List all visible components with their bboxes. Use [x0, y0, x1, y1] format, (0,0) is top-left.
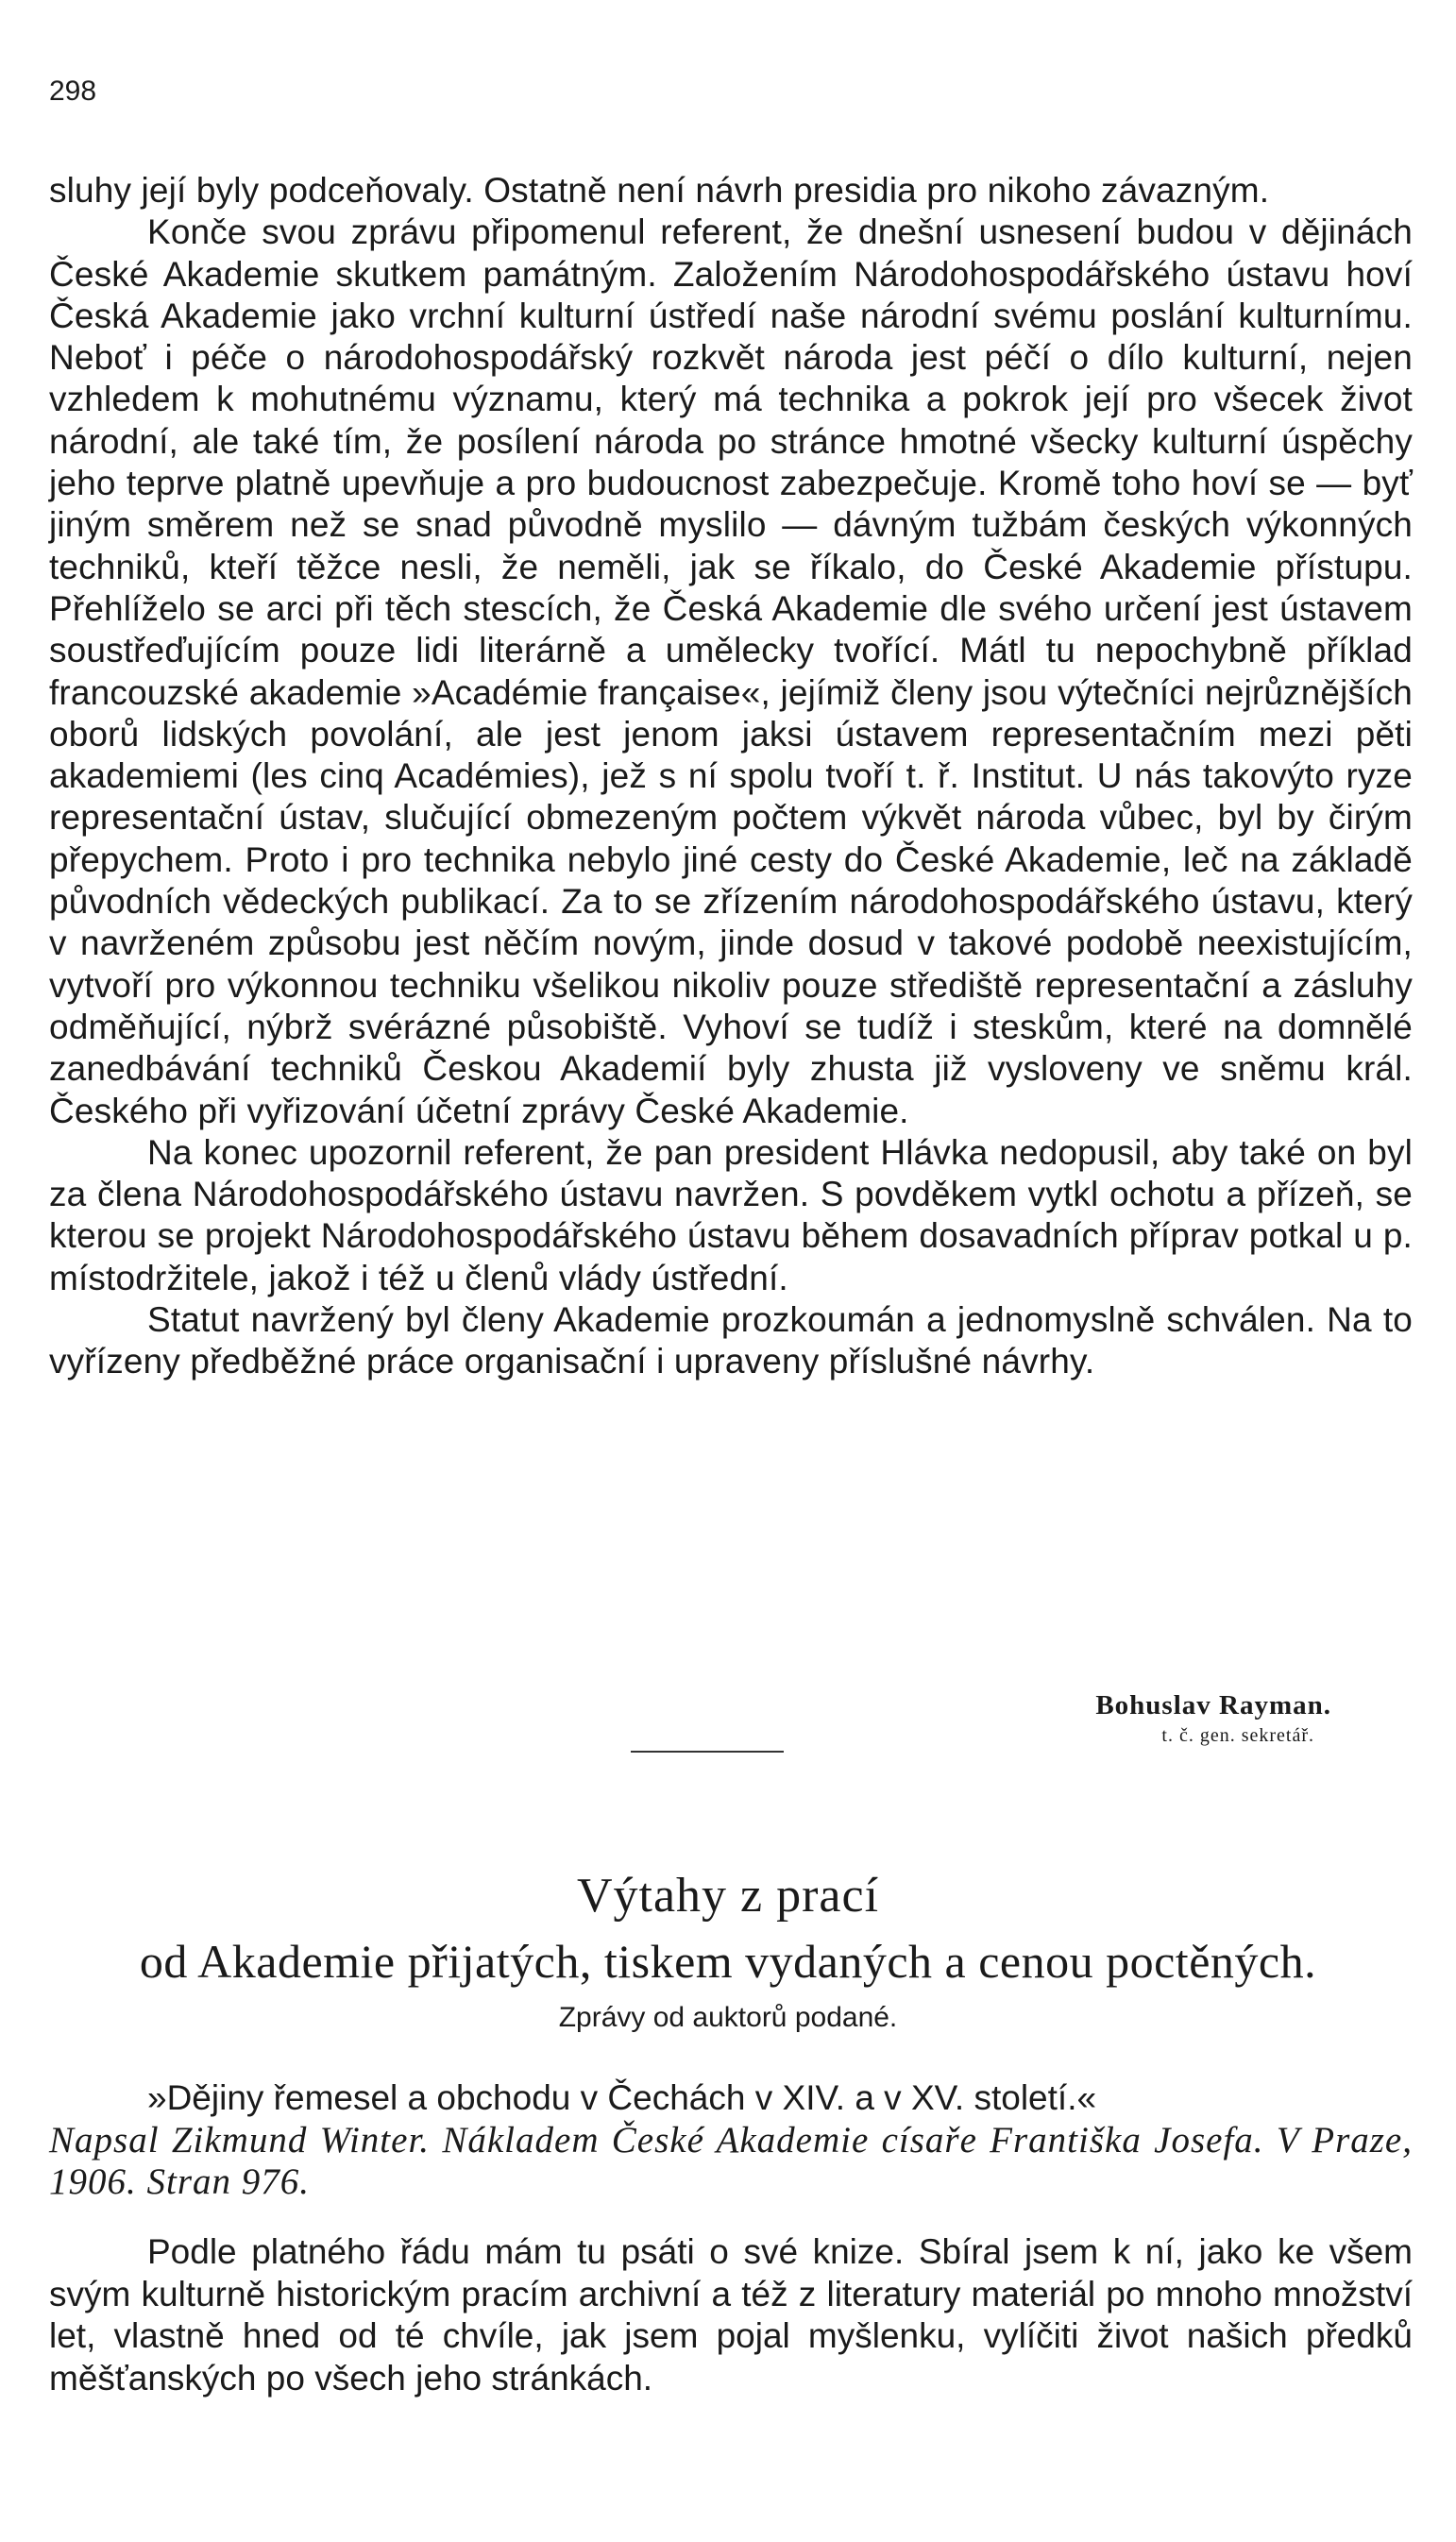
section-title-line2: od Akademie přijatých, tiskem vydaných a cenou poctěných.: [139, 1935, 1317, 1988]
signature-block: [1095, 1690, 1331, 1747]
section-divider: [631, 1751, 784, 1753]
signature-name: Bohuslav Rayman.: [1095, 1690, 1331, 1720]
page-number: 298: [49, 76, 97, 107]
section-subtitle: Zprávy od auktorů podané.: [558, 2002, 898, 2033]
paragraph-president: Na konec upozornil referent, že pan president Hlávka nedopusil, aby také on byl za člena Národohospodářského ústavu navržen. S povděkem vytkl ochotu a přízeň, se kterou se projekt Národohospodářského ústavu během dosavadních příprav potkal u p. místodržitele, jakož i též u členů vlády ústřední.: [49, 1132, 1413, 1297]
book-title: »Dějiny řemesel a obchodu v Čechách v XIV. a v XV. století.«: [147, 2078, 1097, 2117]
paragraph-statute: Statut navržený byl členy Akademie prozkoumán a jednomyslně schválen. Na to vyřízeny předběžné práce organisační i upraveny příslušné návrhy.: [49, 1300, 1413, 1381]
section-title-line1: Výtahy z prací: [576, 1869, 880, 1923]
paragraph-continuation: sluhy její byly podceňovaly. Ostatně není návrh presidia pro nikoho závazným.: [49, 171, 1270, 210]
review-header: [49, 2077, 1413, 2204]
paragraph-conclusion: Konče svou zprávu připomenul referent, že dnešní usnesení budou v dějinách České Akademie skutkem památným. Založením Národohospodářského ústavu hoví Česká Akademie jako vrchní kulturní ústředí naše národní svému poslání kulturnímu. Neboť i péče o národohospodářský rozkvět národa jest péčí o dílo kulturní, nejen vzhledem k mohutnému významu, který má technika a pokrok její pro všecek život národní, ale také tím, že posílení národa po stránce hmotné všecky kulturní úspěchy jeho teprve platně upevňuje a pro budoucnost zabezpečuje. Kromě toho hoví se — byť jiným směrem než se snad původně myslilo — dávným tužbám českých výkonných techniků, kteří těžce nesli, že neměli, jak se říkalo, do České Akademie přístupu. Přehlíželo se arci při těch stescích, že Česká Akademie dle svého určení jest ústavem soustřeďujícím pouze lidi literárně a umělecky tvořící. Mátl tu nepochybně příklad francouzské akademie »Académie française«, jejímiž členy jsou výtečníci nejrůznějších oborů lidských povolání, ale jest jenom jaksi ústavem representačním mezi pěti akademiemi (les cinq Académies), jež s ní spolu tvoří t. ř. Institut. U nás takovýto ryze representační ústav, slučující obmezeným počtem výkvět národa vůbec, byl by čirým přepychem. Proto i pro technika nebylo jiné cesty do České Akademie, leč na základě původních vědeckých publikací. Za to se zřízením národohospodářského ústavu, který v navrženém způsobu jest něčím novým, jinde dosud v takové podobě neexistujícím, vytvoří pro výkonnou techniku všelikou nikoliv pouze střediště representační a zásluhy odměňující, nýbrž svérázné působiště. Vyhoví se tudíž i steskům, které na domnělé zanedbávání techniků Českou Akademií byly zhusta již vysloveny ve sněmu král. Českého při vyřizování účetní zprávy České Akademie.: [49, 212, 1413, 1130]
report-text: [49, 170, 1413, 1383]
book-meta: Napsal Zikmund Winter. Nákladem České Akademie císaře Františka Josefa. V Praze, 1906. Stran 976.: [49, 2119, 1413, 2202]
signature-role: t. č. gen. sekretář.: [1161, 1725, 1314, 1746]
review-paragraph: Podle platného řádu mám tu psáti o své knize. Sbíral jsem k ní, jako ke všem svým kulturně historickým pracím archivní a též z literatury materiál po mnoho množství let, vlastně hned od té chvíle, jak jsem pojal myšlenku, vylíčiti život našich předků měšťanských po všech jeho stránkách.: [49, 2232, 1413, 2398]
review-text: [49, 2231, 1413, 2399]
